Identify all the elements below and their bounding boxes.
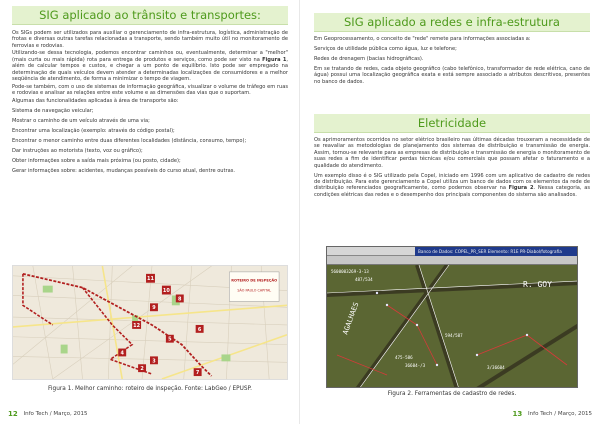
route-stop-marker bbox=[150, 356, 158, 364]
list-item: Mostrar o caminho de um veículo através de uma via; bbox=[12, 117, 150, 124]
svg-text:3: 3 bbox=[152, 358, 156, 365]
list-item: Obter informações sobre a saída mais próxima (ou posto, cidade); bbox=[12, 157, 181, 164]
route-stop-marker bbox=[162, 286, 171, 295]
route-stop-marker bbox=[176, 294, 184, 302]
paragraph: Em Geoprocessamento, o conceito de "rede" remete para informações associadas a: bbox=[314, 36, 531, 42]
list-title: Algumas das funcionalidades aplicadas à área de transporte são: bbox=[12, 97, 179, 104]
map-legend bbox=[229, 272, 279, 301]
svg-text:6: 6 bbox=[197, 326, 202, 333]
paragraph: Os aprimoramentos ocorridos no setor elétrico brasileiro nas últimas décadas trouxeram a necessidade de se reavaliar as metodologias de planejamento dos sistemas de distribuição e transmissão de energia. Assim, tornou-se relevante para as empresas de distribuição e transmissão de energia o monitoramento de suas redes a fim de identificar perdas técnicas e/ou comerciais que possam afetar o faturamento e a qualidade do atendimento. bbox=[314, 137, 590, 169]
list-item: Serviços de utilidade pública como água, luz e telefone; bbox=[314, 46, 457, 52]
route-stop-marker bbox=[132, 321, 141, 329]
map-label: 475-586 bbox=[395, 355, 413, 360]
route-stop-marker bbox=[146, 274, 155, 283]
map-label: 36604-/3 bbox=[405, 363, 426, 368]
svg-text:9: 9 bbox=[152, 305, 156, 312]
section-title-transito: SIG aplicado ao trânsito e transportes: bbox=[12, 6, 288, 25]
paragraph: Utilizando-se dessa tecnologia, podemos encontrar caminhos ou, eventualmente, determinar a "melhor" (mais curta ou mais rápida) rota para entrega de produtos e serviços, como pode ser visto na Figura 1, além de calcular tempos e custos, e chegar a um ponto de equilíbrio. Isto pode ser empregado na determinação de quais veículos devem atender a determinadas localizações de consumidores e a melhor seqüência de atendimento, de forma a minimizar o tempo de viagem. bbox=[12, 50, 289, 83]
paragraph: Pode-se também, com o uso de sistemas de informação geográfica, visualizar o volume de tráfego em ruas e rodovias e analisar as relações entre este volume e as dimensões das vias que o suportam. bbox=[12, 83, 288, 97]
list-item: Encontrar uma localização (exemplo: através do código postal); bbox=[12, 127, 175, 134]
route-stop-marker bbox=[196, 325, 204, 333]
map-label: R. GOY bbox=[523, 280, 552, 289]
paragraph: Em se tratando de redes, cada objeto geográfico (cabo telefônico, transformador de rede elétrica, cano de água) possui uma localização geográfica exata e está sempre associado a atributos descritivos, presentes no banco de dados. bbox=[314, 66, 590, 85]
svg-text:8: 8 bbox=[178, 296, 182, 303]
svg-text:5: 5 bbox=[168, 336, 172, 343]
map-label: 487/534 bbox=[355, 277, 373, 282]
route-stop-marker bbox=[150, 303, 158, 311]
app-toolbar bbox=[327, 256, 577, 265]
map-label: 594/587 bbox=[445, 333, 463, 338]
redes-body-text bbox=[314, 36, 590, 86]
svg-text:7: 7 bbox=[195, 370, 200, 377]
app-titlebar: Banco de Dados: COPEL_PR_SER Elemento: R1E PR-Diabol/fotografia bbox=[415, 247, 578, 256]
footer-text: Info Tech / Março, 2015 bbox=[23, 411, 88, 417]
page-number: 12 bbox=[8, 410, 18, 418]
paragraph: Os SIGs podem ser utilizados para auxiliar o gerenciamento de infra-estrutura, logística, administração de frotas e diversas outras tarefas relacionadas a transporte, sendo também muito útil no monitoramento de ferrovias e rodovias. bbox=[12, 30, 288, 49]
svg-text:10: 10 bbox=[162, 288, 170, 295]
right-footer bbox=[509, 408, 592, 420]
page-number: 13 bbox=[512, 410, 523, 418]
svg-text:2: 2 bbox=[140, 366, 144, 373]
route-map-svg bbox=[13, 266, 287, 379]
svg-text:ROTEIRO DE INSPEÇÃO: ROTEIRO DE INSPEÇÃO bbox=[231, 278, 278, 283]
svg-text:4: 4 bbox=[120, 350, 124, 357]
figure-reference: Figura 1 bbox=[262, 56, 287, 63]
network-cadastre-screenshot bbox=[326, 246, 578, 388]
svg-text:SÃO PAULO CAPITAL: SÃO PAULO CAPITAL bbox=[237, 288, 272, 293]
footer-text: Info Tech / Março, 2015 bbox=[528, 411, 592, 417]
paragraph: Um exemplo disso é o SIG utilizado pela Copel, iniciado em 1996 com um aplicativo de cadastro de redes de distribuição. Para este gerenciamento a Copel utiliza um banco de dados com os elementos da rede de distribuição referenciados geograficamente, como podemos observar na Figura 2. Nessa categoria, as condições elétricas das redes e o desempenho dos principais componentes do sistema são analisados. bbox=[314, 172, 591, 198]
list-item: Sistema de navegação veicular; bbox=[12, 107, 94, 114]
section-title-eletricidade: Eletricidade bbox=[314, 114, 590, 133]
left-body-text bbox=[12, 30, 288, 178]
list-item: Gerar informações sobre: acidentes, mudanças possíveis do curso atual, dentre outras. bbox=[12, 167, 236, 174]
list-item: Dar instruções ao motorista (texto, voz ou gráfico); bbox=[12, 147, 143, 154]
svg-text:12: 12 bbox=[133, 322, 141, 329]
list-item: Encontrar o menor caminho entre duas diferentes localidades (distância, consumo, tempo); bbox=[12, 137, 247, 144]
left-footer bbox=[4, 408, 87, 420]
map-label: 3/36604 bbox=[487, 365, 505, 370]
map-label: 5600003269-3-13 bbox=[331, 269, 369, 274]
route-stop-marker bbox=[166, 335, 174, 343]
figure-2-caption: Figura 2. Ferramentas de cadastro de redes. bbox=[387, 391, 517, 397]
svg-text:11: 11 bbox=[147, 276, 154, 283]
section-title-redes: SIG aplicado a redes e infra-estrutura bbox=[314, 13, 590, 32]
figure-1-caption: Figura 1. Melhor caminho: roteiro de inspeção. Fonte: LabGeo / EPUSP. bbox=[48, 386, 252, 392]
network-map-svg bbox=[327, 265, 578, 388]
figure-reference: Figura 2 bbox=[508, 185, 534, 192]
list-item: Redes de drenagem (bacias hidrográficas). bbox=[314, 56, 424, 62]
route-stop-marker bbox=[194, 368, 202, 376]
route-stop-marker bbox=[138, 364, 146, 372]
route-map-figure bbox=[12, 265, 288, 380]
route-stop-marker bbox=[118, 349, 126, 357]
eletricidade-body-text bbox=[314, 137, 590, 199]
map-label: AGALHAES bbox=[341, 301, 361, 336]
right-page bbox=[300, 0, 600, 424]
